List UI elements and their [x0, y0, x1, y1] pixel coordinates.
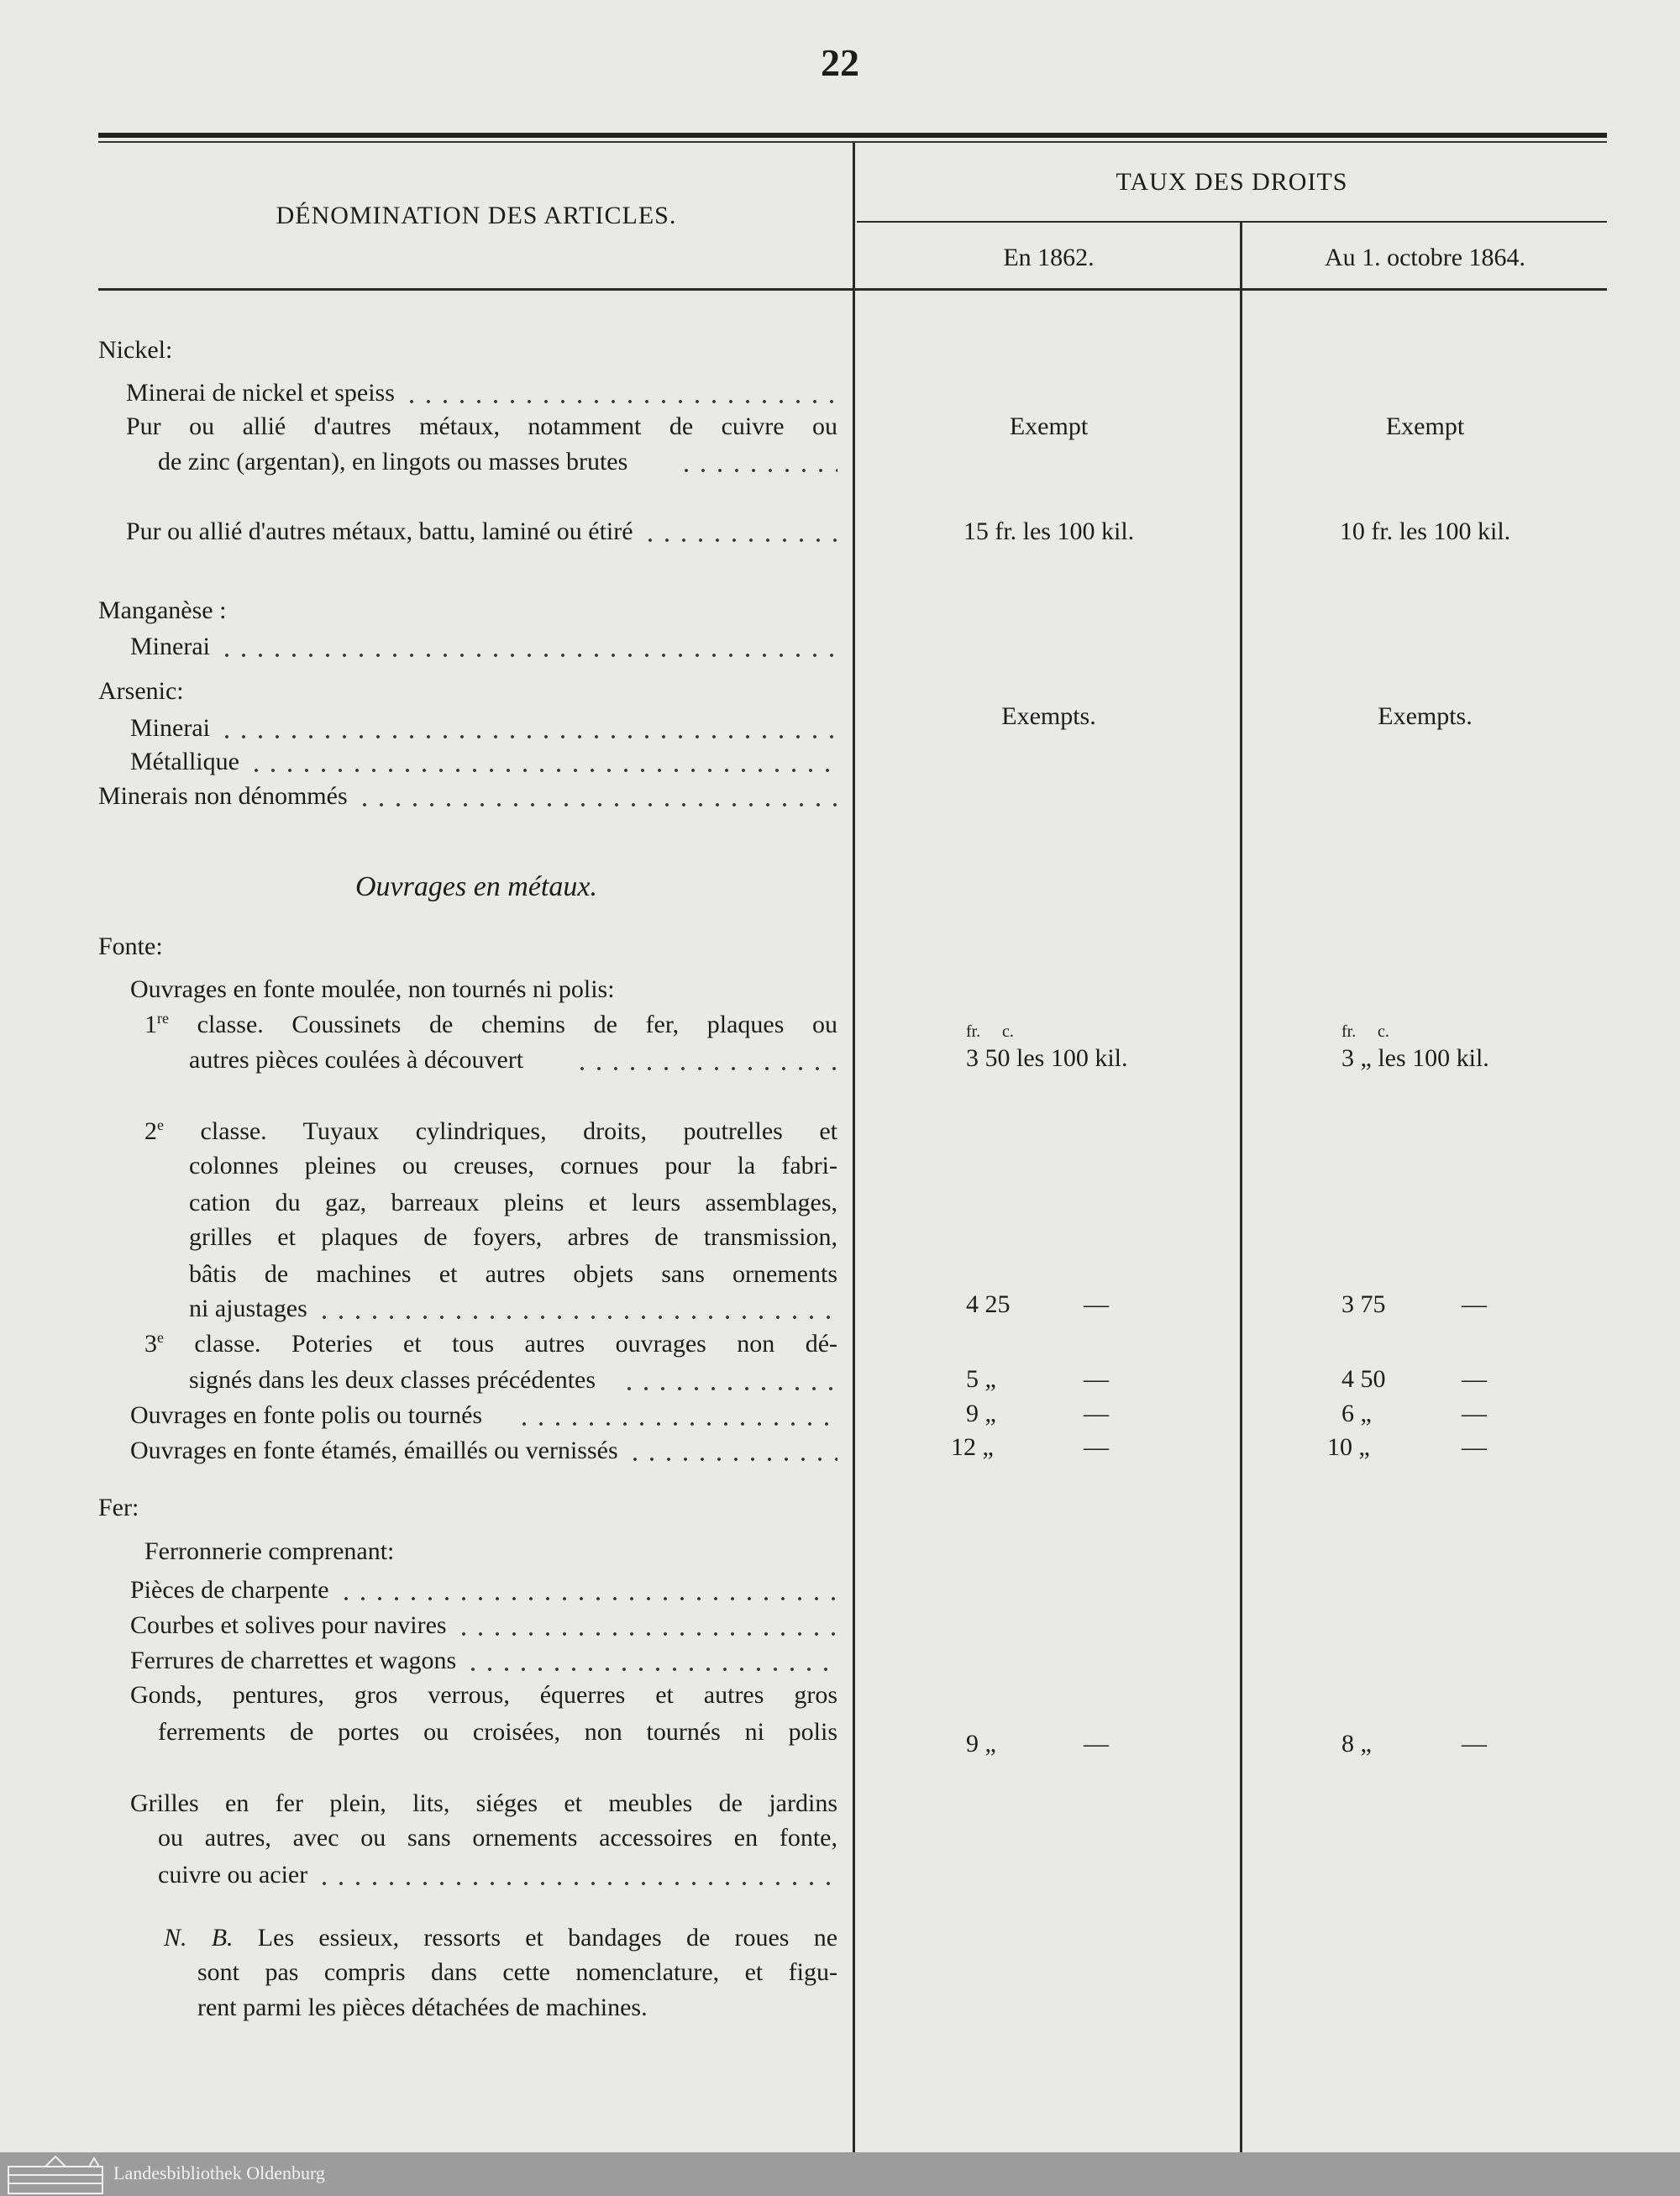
heading-fonte: Fonte: [98, 933, 163, 960]
rate-1864-exempts: Exempts. [1378, 702, 1473, 730]
rate-1862-class3: 5 „ [966, 1365, 996, 1393]
class-number: 1 [144, 1011, 157, 1038]
article-label: cuivre ou acier [158, 1861, 308, 1889]
article-row [189, 1045, 837, 1075]
article-label: de zinc (argentan), en lingots ou masses brutes [158, 448, 628, 475]
page-number: 22 [821, 41, 859, 84]
rate-dash: — [1462, 1290, 1487, 1318]
rate-1864-fer: 8 „ [1341, 1730, 1372, 1757]
dot-leader [627, 1436, 837, 1466]
rate-1862-polis: 9 „ [966, 1400, 996, 1427]
article-row [126, 378, 837, 408]
rate-1862-class1: 3 50 les 100 kil. [966, 1044, 1128, 1072]
article-label: Minerai de nickel et speiss [126, 379, 395, 407]
dot-leader [356, 781, 837, 812]
footer-library-name: Landesbibliothek Oldenburg [113, 2162, 325, 2183]
unit-c: c. [1378, 1022, 1389, 1041]
class-sup: re [157, 1010, 169, 1027]
column-divider-left [853, 143, 855, 2152]
article-row [189, 1365, 837, 1395]
rate-1862-nickel-battu: 15 fr. les 100 kil. [963, 517, 1135, 545]
article-row [130, 1436, 837, 1466]
rate-1864-polis: 6 „ [1341, 1400, 1372, 1427]
article-label: Minerai [130, 714, 210, 742]
article-row [144, 1116, 837, 1147]
article-label: Pur ou allié d'autres métaux, battu, laminé ou étiré [126, 517, 633, 545]
article-row [98, 781, 837, 812]
dot-leader [218, 713, 837, 743]
header-1864: Au 1. octobre 1864. [1324, 244, 1526, 271]
unit-fr: fr. [1341, 1022, 1357, 1041]
heading-nickel: Nickel: [98, 336, 173, 364]
article-row: Pur ou allié d'autres métaux, notamment de cuivre ou [126, 412, 837, 440]
dot-leader [465, 1646, 837, 1676]
article-row [130, 713, 837, 743]
dot-leader [316, 1294, 837, 1324]
article-row: Gonds, pentures, gros verrous, équerres et autres gros [130, 1681, 837, 1709]
article-row [130, 1610, 837, 1641]
dot-leader [455, 1610, 837, 1641]
rate-1864-etames: 10 „ [1327, 1433, 1370, 1461]
header-denomination: DÉNOMINATION DES ARTICLES. [276, 202, 677, 229]
dot-leader [218, 632, 837, 662]
dot-leader [574, 1045, 837, 1075]
article-label: Ouvrages en fonte étamés, émaillés ou vernissés [130, 1437, 618, 1464]
article-label: ni ajustages [189, 1295, 307, 1322]
dot-leader [403, 378, 837, 408]
dot-leader [516, 1400, 837, 1431]
article-label: Minerai [130, 633, 210, 660]
article-row: cation du gaz, barreaux pleins et leurs assemblages, [189, 1189, 837, 1216]
rate-1862-fer: 9 „ [966, 1730, 996, 1757]
article-row: ou autres, avec ou sans ornements accessoires en fonte, [158, 1824, 837, 1852]
article-row [130, 1646, 837, 1676]
article-intro: Ouvrages en fonte moulée, non tournés ni polis: [130, 975, 615, 1003]
article-row: Grilles en fer plein, lits, siéges et meubles de jardins [130, 1789, 837, 1817]
dot-leader [338, 1575, 837, 1605]
article-row [158, 1860, 837, 1890]
rate-1864-class3: 4 50 [1341, 1365, 1386, 1393]
note-text: Les essieux, ressorts et bandages de roues ne [257, 1924, 838, 1952]
article-label: Pièces de charpente [130, 1576, 329, 1604]
article-label: Ouvrages en fonte polis ou tournés [130, 1401, 483, 1429]
dot-leader [316, 1860, 837, 1890]
heading-fer: Fer: [98, 1494, 139, 1521]
article-row [144, 1010, 837, 1040]
rate-1862-exempts: Exempts. [1001, 702, 1096, 730]
article-row [130, 747, 837, 777]
article-row [130, 1400, 837, 1431]
rate-1864-nickel: Exempt [1385, 412, 1465, 440]
rate-dash: — [1462, 1433, 1487, 1461]
header-taux: TAUX DES DROITS [1116, 168, 1348, 196]
article-row [144, 1329, 837, 1359]
article-label: Courbes et solives pour navires [130, 1611, 447, 1639]
dot-leader [642, 517, 837, 547]
rate-dash: — [1084, 1730, 1109, 1757]
article-label: classe. Poteries et tous autres ouvrages non dé- [194, 1330, 837, 1358]
library-building-icon [7, 2155, 104, 2195]
header-divider [857, 221, 1607, 223]
article-intro: Ferronnerie comprenant: [144, 1537, 395, 1565]
rate-dash: — [1084, 1433, 1109, 1461]
rate-1864-class2: 3 75 [1341, 1290, 1386, 1318]
rate-1864-nickel-battu: 10 fr. les 100 kil. [1339, 517, 1511, 545]
rate-1862-nickel: Exempt [1009, 412, 1089, 440]
class-number: 2 [144, 1117, 157, 1145]
top-rule [98, 133, 1607, 138]
dot-leader [248, 747, 837, 777]
rate-1862-etames: 12 „ [951, 1433, 994, 1461]
article-row: colonnes pleines ou creuses, cornues pour la fabri- [189, 1152, 837, 1179]
article-row [130, 1575, 837, 1605]
rate-dash: — [1462, 1365, 1487, 1393]
article-label: classe. Coussinets de chemins de fer, plaques ou [197, 1011, 838, 1038]
note-label: N. B. [164, 1924, 234, 1952]
rate-dash: — [1462, 1400, 1487, 1427]
article-row [130, 632, 837, 662]
class-number: 3 [144, 1330, 157, 1358]
article-label: autres pièces coulées à découvert [189, 1046, 524, 1074]
article-label: classe. Tuyaux cylindriques, droits, poutrelles et [200, 1117, 838, 1145]
dot-leader [678, 447, 837, 477]
unit-fr: fr. [966, 1022, 981, 1041]
article-row: grilles et plaques de foyers, arbres de transmission, [189, 1223, 837, 1251]
heading-arsenic: Arsenic: [98, 677, 184, 705]
rate-dash: — [1084, 1400, 1109, 1427]
rate-dash: — [1462, 1730, 1487, 1757]
header-1862: En 1862. [1003, 244, 1095, 271]
article-label: signés dans les deux classes précédentes [189, 1366, 596, 1394]
section-title: Ouvrages en métaux. [355, 871, 597, 902]
article-label: Ferrures de charrettes et wagons [130, 1647, 457, 1674]
note-row [164, 1923, 837, 1953]
rate-1864-class1: 3 „ les 100 kil. [1341, 1044, 1489, 1072]
rate-dash: — [1084, 1290, 1109, 1318]
article-row [158, 447, 837, 477]
rate-dash: — [1084, 1365, 1109, 1393]
note-row: sont pas compris dans cette nomenclature, et figu- [197, 1958, 837, 1986]
article-row: bâtis de machines et autres objets sans ornements [189, 1260, 837, 1288]
column-divider-right [1240, 221, 1242, 2152]
class-sup: e [157, 1329, 164, 1346]
article-row: ferrements de portes ou croisées, non tournés ni polis [158, 1718, 837, 1746]
article-row [189, 1294, 837, 1324]
article-label: Métallique [130, 748, 239, 775]
heading-manganese: Manganèse : [98, 596, 227, 624]
rate-1862-class2: 4 25 [966, 1290, 1011, 1318]
article-row [126, 517, 837, 547]
note-row: rent parmi les pièces détachées de machines. [197, 1994, 648, 2021]
unit-c: c. [1002, 1022, 1014, 1041]
article-label: Minerais non dénommés [98, 782, 348, 810]
class-sup: e [157, 1116, 164, 1133]
dot-leader [621, 1365, 837, 1395]
